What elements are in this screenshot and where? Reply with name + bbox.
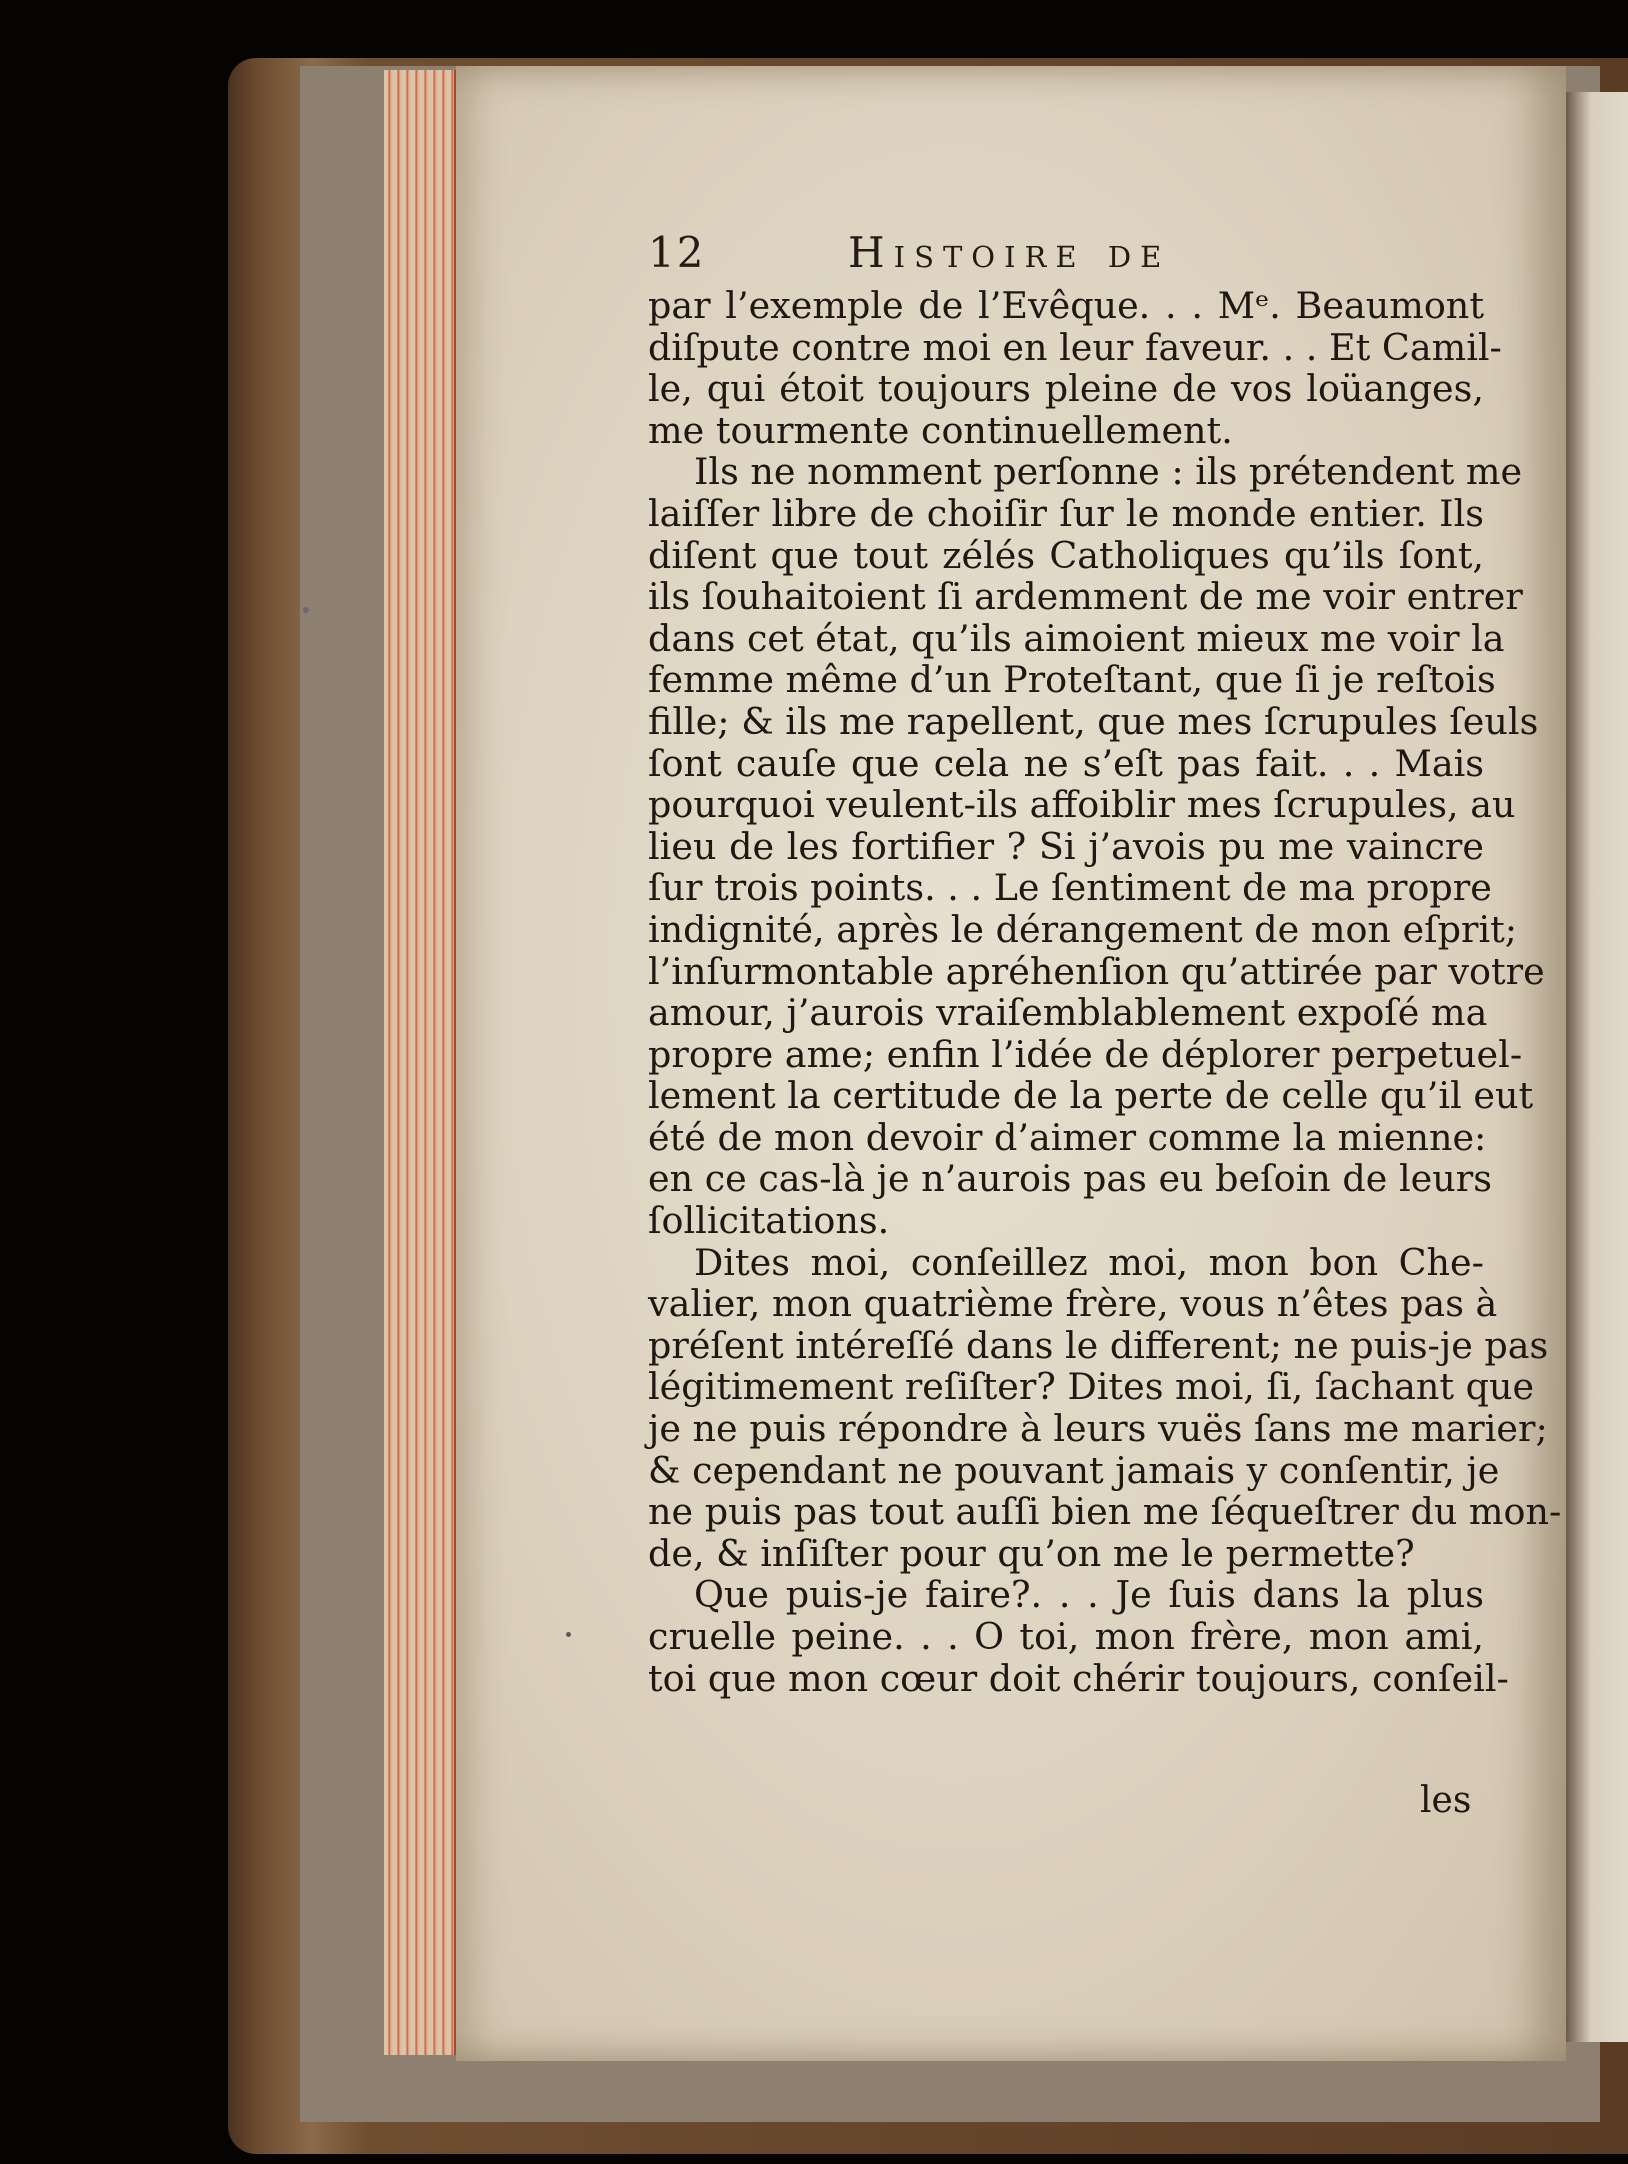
text-line: ſont cauſe que cela ne s’eſt pas fait. . . Mais [648,741,1484,785]
text-line: ſur trois points. . . Le ſentiment de ma propre [648,866,1492,910]
text-line: été de mon devoir d’aimer comme la mienne: [648,1115,1487,1159]
text-line: ne puis pas tout auſſi bien me ſéqueſtrer du mon- [648,1490,1562,1534]
text-line: en ce cas-là je n’aurois pas eu beſoin de leurs [648,1157,1492,1201]
text-line: amour, j’aurois vraiſemblablement expoſé ma [648,991,1488,1035]
text-line: toi que mon cœur doit chérir toujours, conſeil- [648,1656,1509,1700]
running-title: Histoire de [848,228,1171,277]
text-line: diſent que tout zélés Catholiques qu’ils ſont, [648,533,1484,577]
text-line: me tourmente continuellement. [648,408,1233,452]
dust-speck [566,1632,571,1637]
text-line: propre ame; enfin l’idée de déplorer perpetuel- [648,1032,1523,1076]
text-line: le, qui étoit toujours pleine de vos loüanges, [648,367,1484,411]
text-line: dans cet état, qu’ils aimoient mieux me voir la [648,616,1505,660]
running-head [648,228,1468,278]
text-line: laiſſer libre de choiſir ſur le monde entier. Ils [648,491,1484,535]
text-line: diſpute contre moi en leur faveur. . . Et Camil- [648,325,1502,369]
dust-speck [303,607,309,613]
text-line: femme même d’un Proteſtant, que ſi je reſtois [648,658,1496,702]
text-line: cruelle peine. . . O toi, mon frère, mon ami, [648,1615,1484,1658]
text-line: Dites moi, conſeillez moi, mon bon Che- [694,1240,1484,1284]
text-line: & cependant ne pouvant jamais y conſentir, je [648,1448,1500,1492]
catchword: les [1420,1780,1472,1821]
body-text [648,284,1562,1700]
text-line: lement la certitude de la perte de celle qu’il eut [648,1074,1534,1118]
text-line: légitimement reſiſter? Dites moi, ſi, ſachant que [648,1365,1535,1409]
text-line: ſollicitations. [648,1199,890,1243]
text-line: valier, mon quatrième frère, vous n’êtes pas à [648,1282,1498,1326]
text-line: Que puis-je faire?. . . Je ſuis dans la plus [694,1573,1484,1617]
text-line: de, & inſiſter pour qu’on me le permette? [648,1531,1415,1575]
page-edges [384,70,456,2055]
facing-page-edge [1566,92,1628,2042]
page-number: 12 [648,228,706,277]
text-line: Ils ne nomment perſonne : ils prétendent me [694,450,1523,494]
text-line: ils ſouhaitoient ſi ardemment de me voir entrer [648,575,1523,619]
text-line: indignité, après le dérangement de mon eſprit; [648,907,1518,951]
text-line: préſent intéreſſé dans le different; ne puis-je pas [648,1323,1549,1367]
text-line: pourquoi veulent-ils affoiblir mes ſcrupules, au [648,783,1516,827]
text-line: par l’exemple de l’Evêque. . . Mᵉ. Beaumont [648,284,1484,327]
text-line: fille; & ils me rapellent, que mes ſcrupules ſeuls [648,699,1539,743]
text-line: je ne puis répondre à leurs vuës ſans me marier; [648,1407,1548,1451]
text-line: lieu de les fortifier ? Si j’avois pu me vaincre [648,824,1484,868]
text-line: l’inſurmontable apréhenſion qu’attirée par votre [648,949,1545,993]
